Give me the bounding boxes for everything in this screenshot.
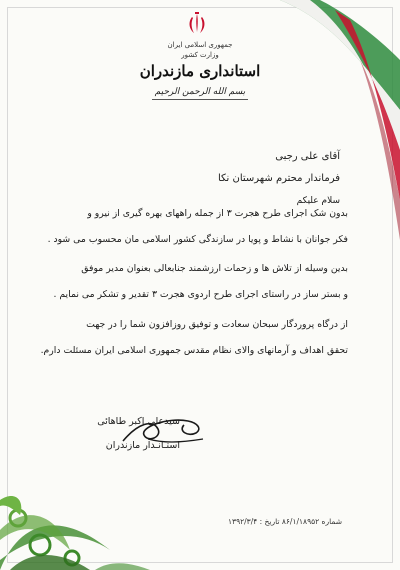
body-line: فکر جوانان با نشاط و پویا در سازندگی کشور اسلامی مان محسوب می شود . [47,234,348,245]
body-paragraph-1 [48,201,348,253]
basmala: بسم الله الرحمن الرحیم [152,85,248,100]
signatory-name: سیدعلی اکبر طاهائی [97,416,180,427]
organization-title: استانداری مازندران [139,62,261,80]
body-line: بدین وسیله از تلاش ها و زحمات ارزشمند جنابعالی بعنوان مدیر موفق [81,263,348,274]
recipient-title: فرماندار محترم شهرستان نکا [217,173,340,184]
country-line: جمهوری اسلامی ایران [167,41,233,49]
body-line: تحقق اهداف و آرمانهای والای نظام مقدس جمهوری اسلامی ایران مسئلت دارم. [40,345,348,356]
recipient-name: آقای علی رجبی [275,151,340,162]
iran-emblem-icon [186,12,208,36]
letterhead [130,40,270,100]
body-line: بدون شک اجرای طرح هجرت ۳ از جمله راههای بهره گیری از نیرو و [87,208,348,219]
ministry-line: وزارت کشور [181,51,219,59]
body-line: و بستر ساز در راستای اجرای طرح اردوی هجرت ۳ تقدیر و تشکر می نمایم . [53,289,348,300]
body-paragraph-2 [48,256,348,308]
body-paragraph-3 [40,312,348,364]
recipient-block [80,146,340,190]
letter-reference: شماره ۸۶/۱/۱۸۹۵۲ تاریخ : ۱۳۹۲/۳/۴ [228,517,342,526]
greeting: سلام علیکم [296,196,340,206]
handwritten-signature-mark [118,413,208,449]
body-line: از درگاه پروردگار سبحان سعادت و توفیق روزافزون شما را در جهت [86,319,348,330]
signatory-title: استـانـدار مازندران [105,440,180,451]
